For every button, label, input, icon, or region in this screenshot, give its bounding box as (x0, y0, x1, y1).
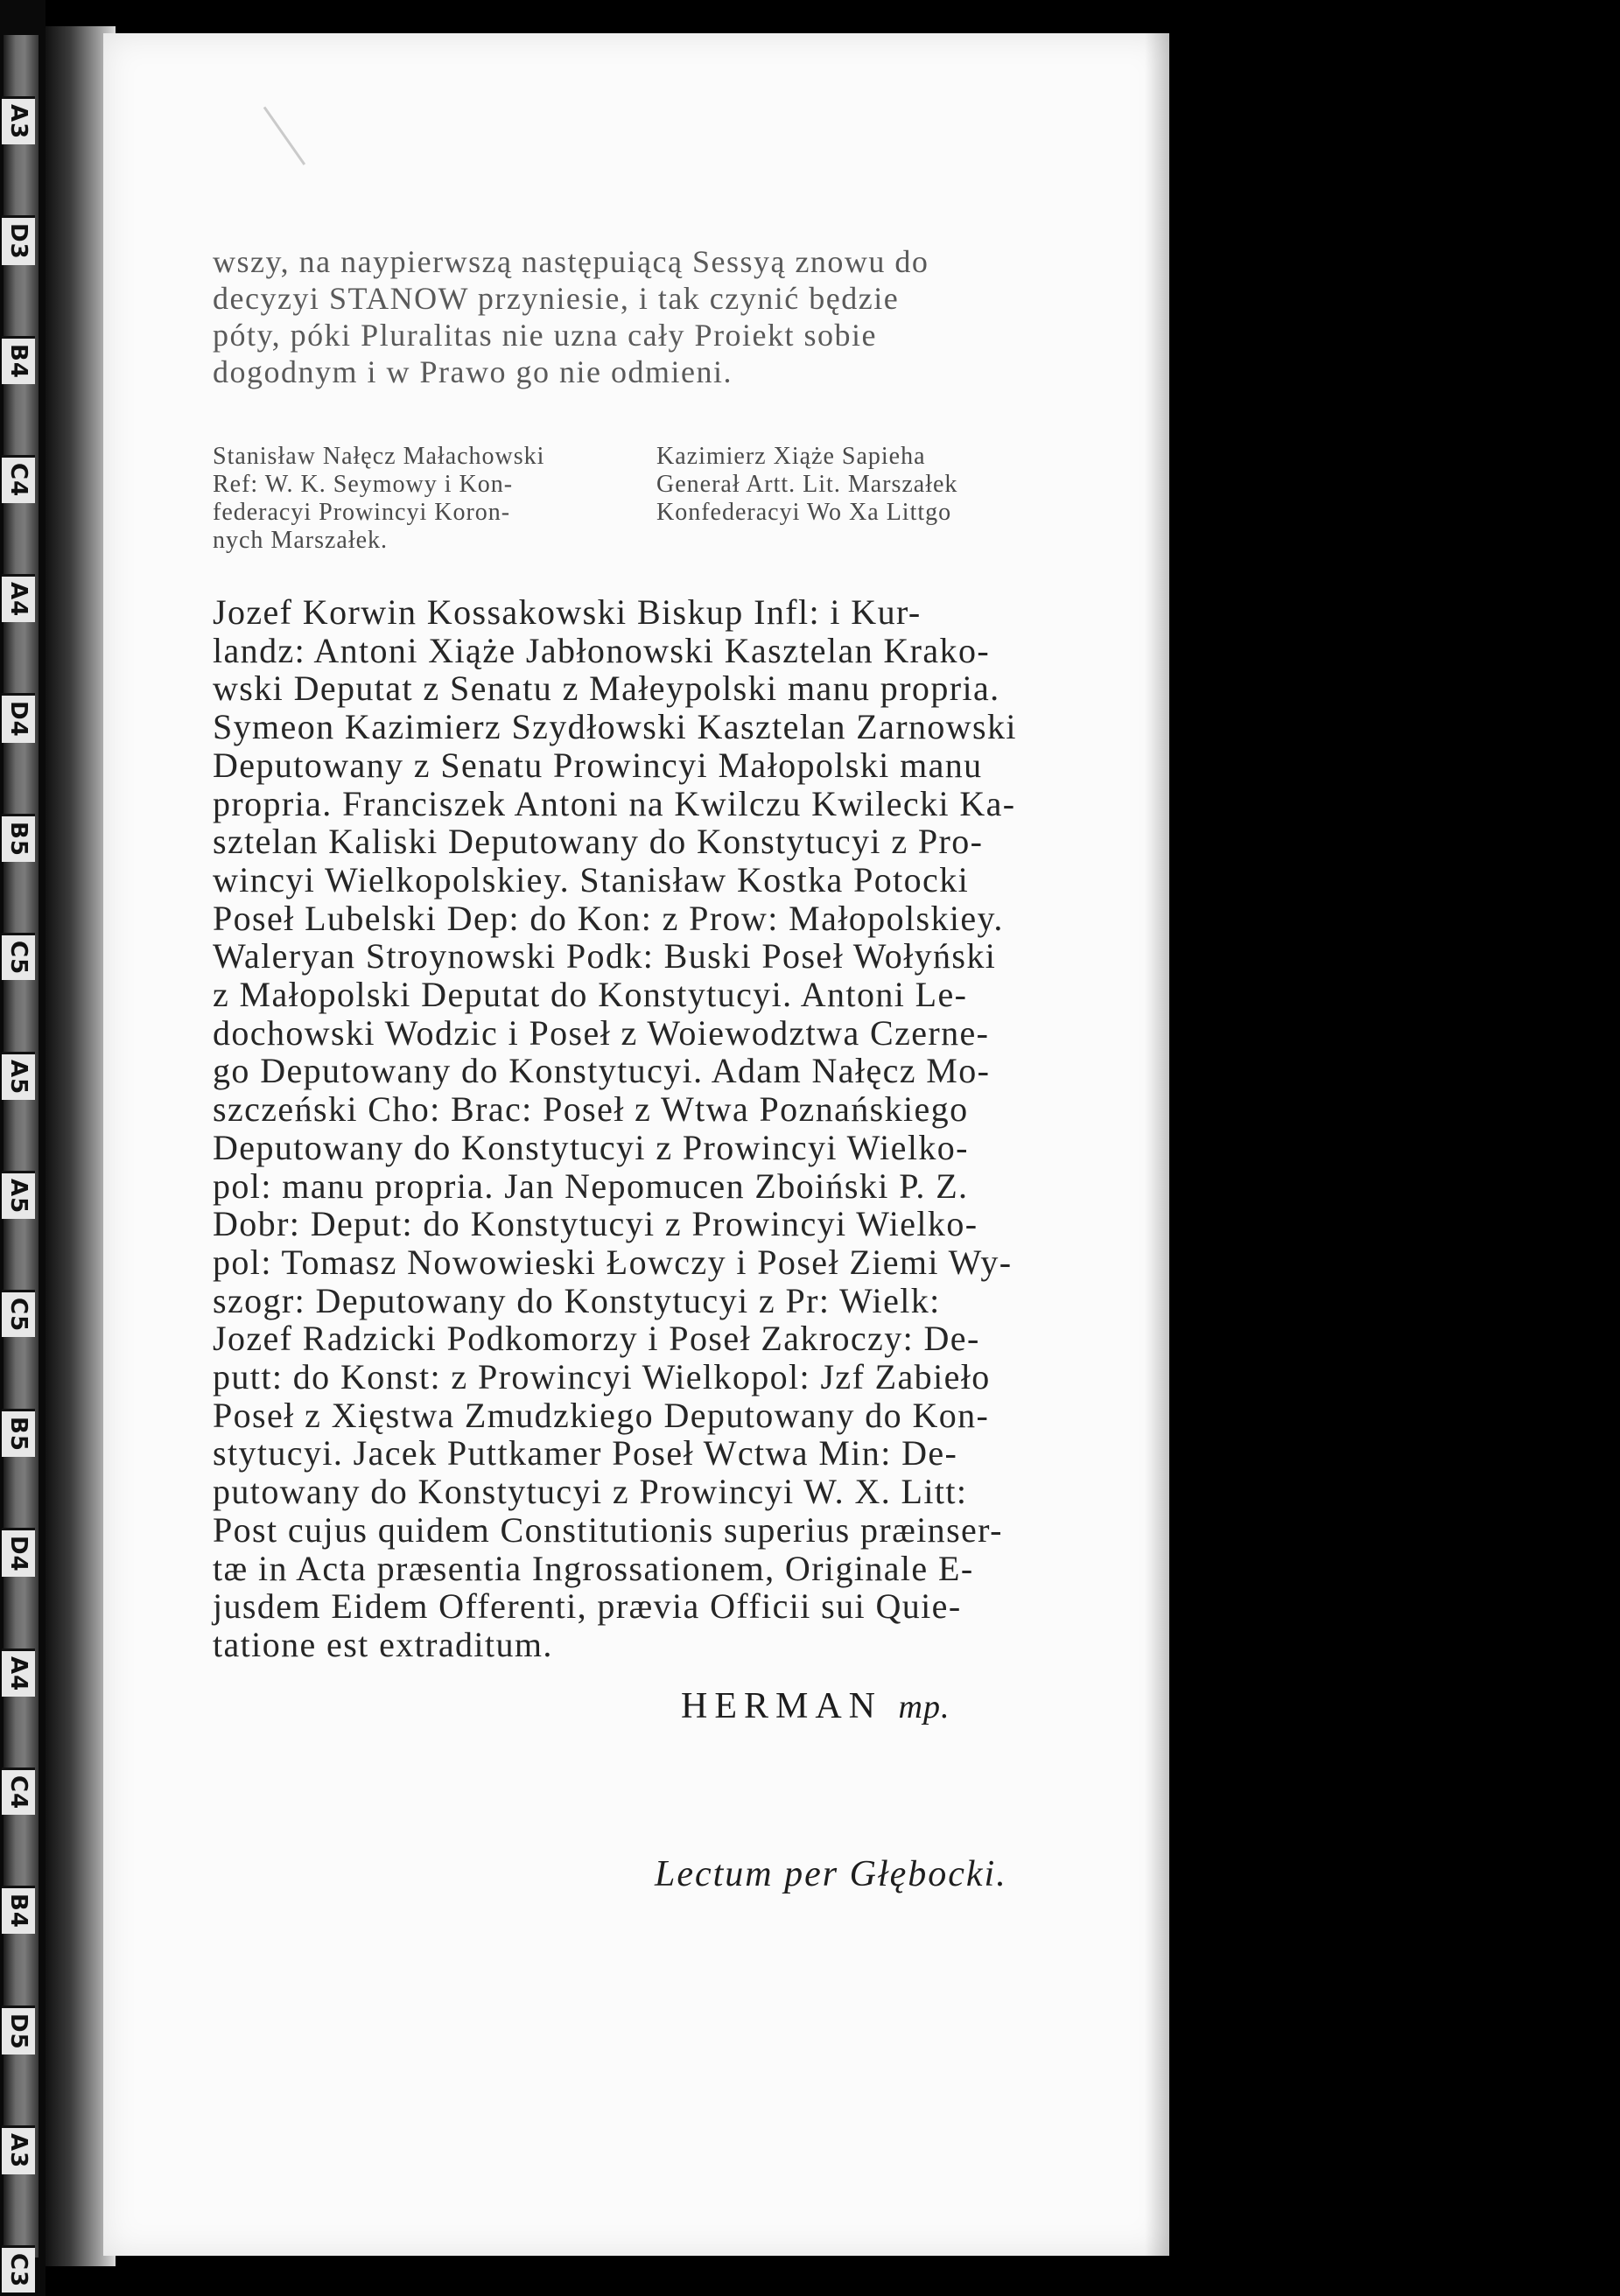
gauge-label: A4 (2, 574, 35, 622)
document-page (103, 33, 1169, 2256)
text-line: sztelan Kaliski Deputowany do Konstytucyi z Pro- (213, 822, 984, 862)
gauge-label: A4 (2, 1648, 35, 1697)
film-strip (0, 0, 46, 2296)
signature-line: nych Marszałek. (213, 527, 389, 554)
color-gauge (2, 96, 39, 2292)
text-line: tatione est extraditum. (213, 1624, 553, 1664)
text-line: pol: Tomasz Nowowieski Łowczy i Poseł Ziemi Wy- (213, 1242, 1013, 1282)
text-line: dogodnym i w Prawo go nie odmieni. (213, 354, 733, 389)
signature-malachowski (213, 443, 598, 555)
text-line: go Deputowany do Konstytucyi. Adam Nałęcz Mo- (213, 1051, 991, 1091)
gauge-label: C5 (2, 933, 35, 980)
signature-line: Stanisław Nałęcz Małachowski (213, 443, 545, 470)
herman-signature (681, 1685, 950, 1727)
gauge-label: A3 (2, 2125, 35, 2174)
text-line: póty, póki Pluralitas nie uzna cały Proiekt sobie (213, 318, 878, 353)
text-line: landz: Antoni Xiąże Jabłonowski Kasztelan Krako- (213, 630, 991, 670)
gauge-label: C5 (2, 1290, 35, 1337)
gauge-label: C4 (2, 455, 35, 502)
signature-line: Kazimierz Xiąże Sapieha (656, 443, 926, 470)
text-line: putt: do Konst: z Prowincyi Wielkopol: Jzf Zabieło (213, 1357, 991, 1397)
text-line: szogr: Deputowany do Konstytucyi z Pr: Wielk: (213, 1280, 941, 1320)
text-line: Poseł z Xięstwa Zmudzkiego Deputowany do Kon- (213, 1395, 990, 1435)
text-line: pol: manu propria. Jan Nepomucen Zboiński P. Z. (213, 1166, 969, 1206)
text-line: Deputowany do Konstytucyi z Prowincyi Wielko- (213, 1127, 969, 1167)
continuation-paragraph (213, 243, 1088, 390)
text-line: wski Deputat z Senatu z Małeypolski manu propria. (213, 668, 1000, 709)
herman-mp: mp. (898, 1689, 950, 1726)
text-line: jusdem Eidem Offerenti, prævia Officii sui Quie- (213, 1586, 962, 1627)
signature-line: Generał Artt. Lit. Marszałek (656, 471, 958, 498)
text-line: propria. Franciszek Antoni na Kwilczu Kwilecki Ka- (213, 783, 1016, 823)
signature-line: Ref: W. K. Seymowy i Kon- (213, 471, 514, 498)
text-line: stytucyi. Jacek Puttkamer Poseł Wctwa Min: De- (213, 1433, 958, 1474)
text-line: wszy, na naypierwszą następuiącą Sessyą znowu do (213, 244, 929, 279)
text-line: Poseł Lubelski Dep: do Kon: z Prow: Małopolskiey. (213, 898, 1004, 938)
signature-line: Konfederacyi Wo Xa Littgo (656, 499, 952, 526)
text-line: Jozef Radzicki Podkomorzy i Poseł Zakroczy: De- (213, 1319, 980, 1359)
text-line: wincyi Wielkopolskiey. Stanisław Kostka Potocki (213, 859, 970, 900)
text-line: Deputowany z Senatu Prowincyi Małopolski manu (213, 745, 983, 785)
text-line: Symeon Kazimierz Szydłowski Kasztelan Zarnowski (213, 707, 1017, 747)
text-line: tæ in Acta præsentia Ingrossationem, Originale E- (213, 1548, 974, 1588)
deputies-list-paragraph (213, 593, 1088, 1664)
gauge-label: D5 (2, 2006, 35, 2055)
text-line: Waleryan Stroynowski Podk: Buski Poseł Wołyński (213, 936, 997, 976)
gauge-label: D3 (2, 215, 35, 265)
text-line: putowany do Konstytucyi z Prowincyi W. X. Litt: (213, 1472, 968, 1512)
page-edge-shadow (1145, 33, 1169, 2256)
text-line: z Małopolski Deputat do Konstytucyi. Antoni Le- (213, 975, 968, 1015)
text-line: Jozef Korwin Kossakowski Biskup Infl: i Kur- (213, 592, 922, 632)
text-line: Dobr: Deput: do Konstytucyi z Prowincyi Wielko- (213, 1204, 978, 1244)
text-line: dochowski Wodzic i Poseł z Woiewodztwa Czerne- (213, 1012, 990, 1053)
gauge-label: B4 (2, 1886, 35, 1934)
signature-line: federacyi Prowincyi Koron- (213, 499, 511, 526)
gauge-label: B4 (2, 336, 35, 384)
signature-sapieha (656, 443, 1094, 527)
text-line: szczeński Cho: Brac: Poseł z Wtwa Poznańskiego (213, 1089, 969, 1130)
gauge-label: D4 (2, 693, 35, 743)
gauge-label: A3 (2, 96, 35, 144)
gauge-label: B5 (2, 814, 35, 862)
text-line: decyzyi STANOW przyniesie, i tak czynić będzie (213, 281, 900, 316)
text-line: Post cujus quidem Constitutionis superius præinser- (213, 1509, 1003, 1550)
gauge-label: C4 (2, 1768, 35, 1815)
paper-mark (263, 76, 348, 165)
gauge-label: A5 (2, 1171, 35, 1219)
gauge-label: D4 (2, 1528, 35, 1578)
herman-name: HERMAN (681, 1686, 883, 1726)
lectum-per-line: Lectum per Głębocki. (655, 1854, 1007, 1894)
gauge-label: B5 (2, 1409, 35, 1457)
gauge-label: A5 (2, 1052, 35, 1100)
gauge-label: C3 (2, 2245, 35, 2292)
